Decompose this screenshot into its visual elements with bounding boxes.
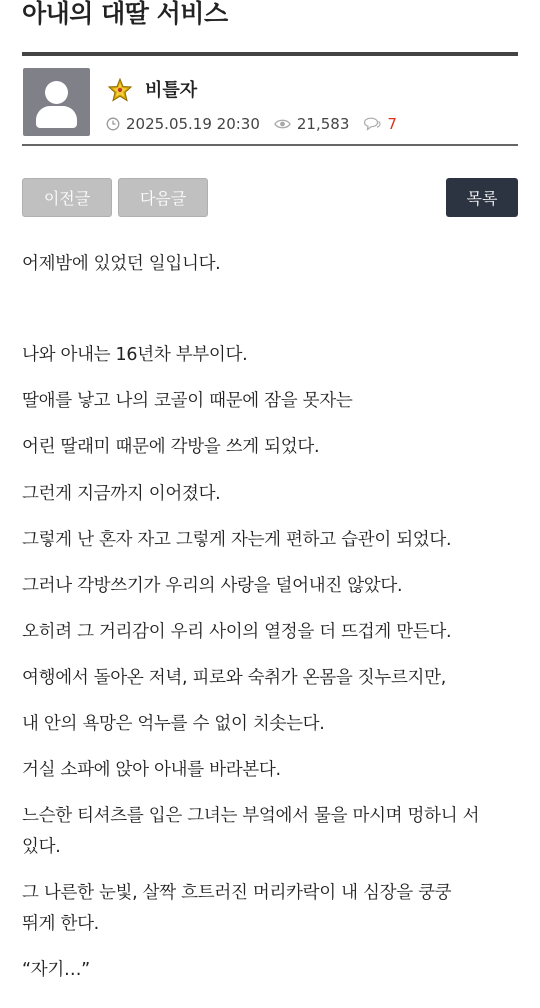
post-meta <box>106 114 397 134</box>
body-line: 거실 소파에 앉아 아내를 바라본다. <box>22 760 281 780</box>
list-button[interactable]: 목록 <box>446 178 518 217</box>
body-line: 그 나른한 눈빛, 살짝 흐트러진 머리카락이 내 심장을 쿵쿵 <box>22 883 452 903</box>
eye-icon <box>274 118 291 130</box>
body-line: 내 안의 욕망은 억누를 수 없이 치솟는다. <box>22 714 325 734</box>
post-header <box>22 52 518 146</box>
comment-count[interactable]: 7 <box>387 115 397 133</box>
body-line: 나와 아내는 16년차 부부이다. <box>22 345 248 365</box>
body-line: 오히려 그 거리감이 우리 사이의 열정을 더 뜨겁게 만든다. <box>22 622 452 642</box>
body-line: 그렇게 난 혼자 자고 그렇게 자는게 편하고 습관이 되었다. <box>22 530 452 550</box>
body-line: 어린 딸래미 때문에 각방을 쓰게 되었다. <box>22 437 320 457</box>
prev-post-button[interactable]: 이전글 <box>22 178 112 217</box>
user-avatar-icon[interactable] <box>23 68 90 136</box>
body-line: 여행에서 돌아온 저녁, 피로와 숙취가 온몸을 짓누르지만, <box>22 668 447 688</box>
body-line: 딸애를 낳고 나의 코골이 때문에 잠을 못자는 <box>22 391 353 411</box>
author-name[interactable]: 비틀자 <box>145 80 198 101</box>
body-line: “자기…” <box>22 960 90 980</box>
clock-icon <box>106 117 120 131</box>
body-line: 느슨한 티셔츠를 입은 그녀는 부엌에서 물을 마시며 멍하니 서 <box>22 806 480 826</box>
level-badge-icon <box>108 78 132 102</box>
post-title: 아내의 대딸 서비스 <box>22 0 228 28</box>
next-post-button[interactable]: 다음글 <box>118 178 208 217</box>
view-count: 21,583 <box>296 115 350 133</box>
comment-icon <box>363 117 381 131</box>
body-line: 그런게 지금까지 이어졌다. <box>22 484 221 504</box>
body-line: 뛰게 한다. <box>22 914 99 934</box>
body-line: 그러나 각방쓰기가 우리의 사랑을 덜어내진 않았다. <box>22 576 403 596</box>
body-line: 있다. <box>22 837 61 857</box>
post-date: 2025.05.19 20:30 <box>126 115 260 133</box>
body-line: 어제밤에 있었던 일입니다. <box>22 254 221 274</box>
